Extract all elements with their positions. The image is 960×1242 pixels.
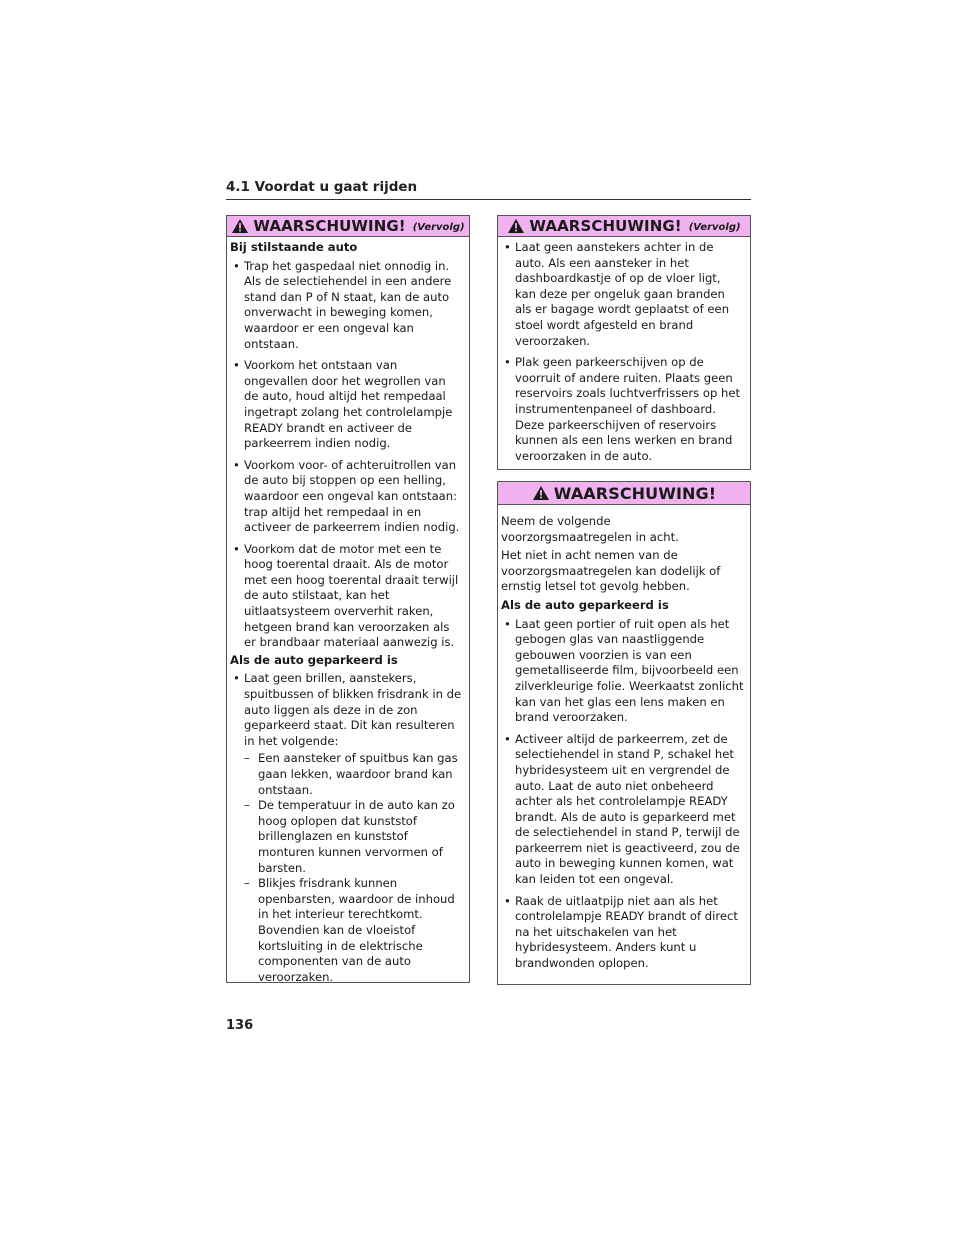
warning-header: [227, 216, 469, 237]
list-item: • Activeer altijd de parkeerrem, zet de selectiehendel in stand P, schakel het hybridesysteem uit en vergrendel de auto. Laat de auto niet onbeheerd achter als het controlelampje READY brandt. Als de auto is geparkeerd met de selectiehendel in stand P, terwijl de parkeerrem niet is geactiveerd, zou de auto in beweging kunnen komen, wat kan leiden tot een ongeval.: [501, 732, 744, 888]
list-item: [230, 671, 463, 985]
warning-box-left: [226, 215, 470, 983]
bullet-list: [230, 259, 463, 651]
subheading: Als de auto geparkeerd is: [501, 597, 669, 612]
dash-item: – De temperatuur in de auto kan zo hoog oplopen dat kunststof brillenglazen en kunststof monturen kunnen vervormen of barsten.: [244, 798, 463, 876]
warning-content: [498, 505, 750, 986]
list-item: • Voorkom het ontstaan van ongevallen door het wegrollen van de auto, houd altijd het rempedaal ingetrapt zolang het controlelampje READY brandt en activeer de parkeerrem indien nodig.: [230, 358, 463, 452]
continued-label: (Vervolg): [688, 222, 741, 233]
list-item: • Raak de uitlaatpijp niet aan als het controlelampje READY brandt of direct na het uitschakelen van het hybridesysteem. Anders kunt u brandwonden oplopen.: [501, 894, 744, 972]
warning-title: WAARSCHUWING!: [529, 217, 682, 235]
list-item: • Laat geen portier of ruit open als het gebogen glas van naastliggende gebouwen voorzien is van een gemetalliseerde film, bijvoorbeeld een zilverkleurige folie. Weerkaatst zonlicht kan van het glas een lens maken en brand veroorzaken.: [501, 617, 744, 726]
section-title: 4.1 Voordat u gaat rijden: [226, 179, 751, 200]
warning-triangle-icon: [507, 218, 525, 234]
warning-content: [498, 237, 750, 478]
warning-content: [227, 237, 469, 999]
bullet-list: [230, 671, 463, 985]
warning-header: [498, 216, 750, 237]
paragraph: Het niet in acht nemen van de voorzorgsmaatregelen kan dodelijk of ernstig letsel tot gevolg hebben.: [501, 548, 721, 594]
dash-list: [244, 751, 463, 985]
bullet-list: [501, 240, 744, 464]
page-number: 136: [226, 1018, 254, 1033]
warning-title: WAARSCHUWING!: [253, 217, 406, 235]
list-item: • Laat geen aanstekers achter in de auto. Als een aansteker in het dashboardkastje of op de vloer ligt, kan deze per ongeluk gaan branden als er bagage wordt geplaatst of een stoel wordt afgesteld en brand veroorzaken.: [501, 240, 744, 349]
warning-header: [498, 482, 750, 505]
warning-triangle-icon: [231, 218, 249, 234]
bullet-list: [501, 617, 744, 972]
list-item: • Plak geen parkeerschijven op de voorruit of andere ruiten. Plaats geen reservoirs zoals luchtverfrissers op het instrumentenpaneel of dashboard. Deze parkeerschijven of reservoirs kunnen als een lens werken en brand veroorzaken in de auto.: [501, 355, 744, 464]
dash-item: – Een aansteker of spuitbus kan gas gaan lekken, waardoor brand kan ontstaan.: [244, 751, 463, 798]
warning-box-right-top: [497, 215, 751, 470]
list-item-text: Laat geen brillen, aanstekers, spuitbussen of blikken frisdrank in de auto liggen als deze in de zon geparkeerd staat. Dit kan resulteren in het volgende:: [244, 671, 462, 748]
warning-title: WAARSCHUWING!: [553, 483, 717, 503]
list-item: • Trap het gaspedaal niet onnodig in. Als de selectiehendel in een andere stand dan P of N staat, kan de auto onverwacht in beweging komen, waardoor er een ongeval kan ontstaan.: [230, 259, 463, 353]
warning-triangle-icon: [532, 485, 550, 501]
continued-label: (Vervolg): [412, 222, 465, 233]
subheading: Bij stilstaande auto: [230, 240, 358, 254]
dash-item: – Blikjes frisdrank kunnen openbarsten, waardoor de inhoud in het interieur terechtkomt. Bovendien kan de vloeistof kortsluiting in de elektrische componenten van de auto veroorzaken.: [244, 876, 463, 985]
subheading: Als de auto geparkeerd is: [230, 652, 398, 667]
warning-box-right-bottom: [497, 481, 751, 985]
list-item: • Voorkom voor- of achteruitrollen van de auto bij stoppen op een helling, waardoor een ongeval kan ontstaan: trap altijd het rempedaal in en activeer de parkeerrem indien nodig.: [230, 458, 463, 536]
list-item: • Voorkom dat de motor met een te hoog toerental draait. Als de motor met een hoog toerental draait terwijl de auto stilstaat, kan het uitlaatsysteem oververhit raken, hetgeen brand kan veroorzaken als er brandbaar materiaal aanwezig is.: [230, 542, 463, 651]
paragraph: Neem de volgende voorzorgsmaatregelen in acht.: [501, 514, 679, 544]
